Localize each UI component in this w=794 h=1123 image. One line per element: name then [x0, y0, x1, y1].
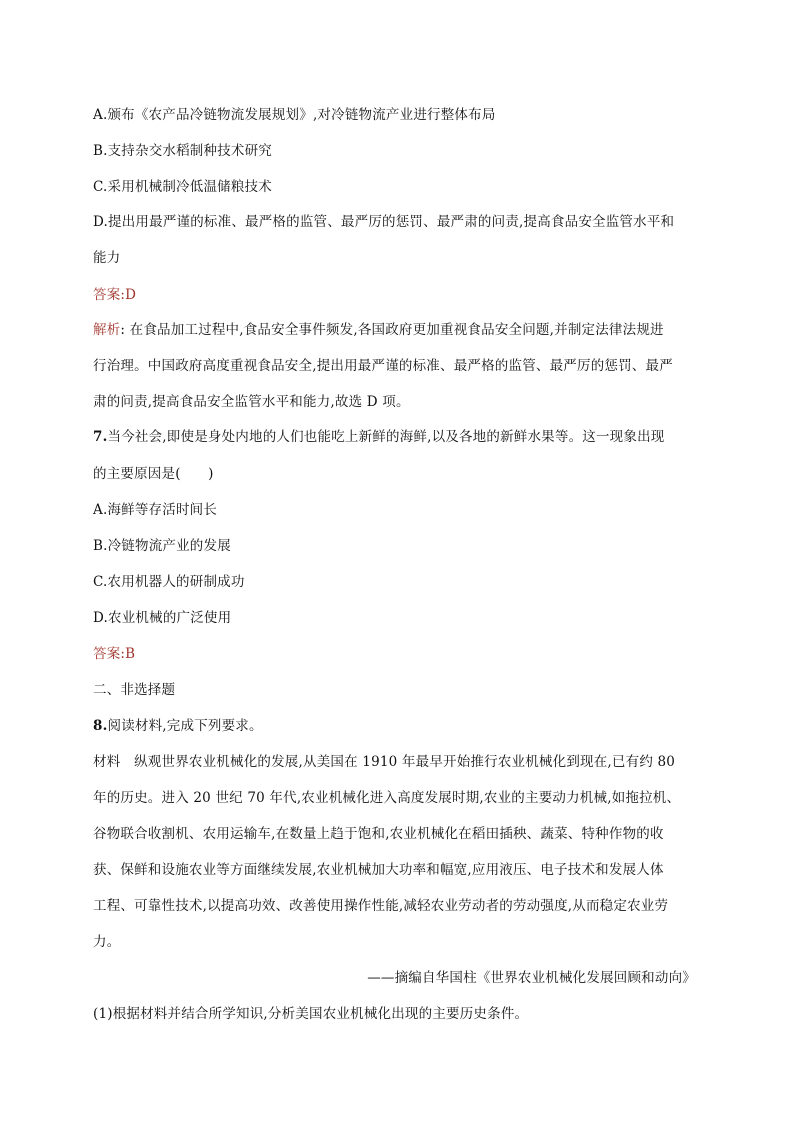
q7-option-d: D.农业机械的广泛使用: [93, 610, 232, 626]
q8-material-line3: 谷物联合收割机、农用运输车,在数量上趋于饱和,农业机械化在稻田插秧、蔬菜、特种作物的收: [93, 826, 664, 842]
q8-source: ——摘编自华国柱《世界农业机械化发展回顾和动向》: [367, 970, 696, 986]
q8-sub-question-1: (1)根据材料并结合所学知识,分析美国农业机械化出现的主要历史条件。: [93, 1006, 529, 1022]
q8-material-line6: 力。: [93, 934, 121, 950]
analysis-label: 解析: [93, 322, 121, 338]
q7-answer: 答案:B: [93, 646, 136, 662]
q6-analysis-line2: 行治理。中国政府高度重视食品安全,提出用最严谨的标准、最严格的监管、最严厉的惩罚、最严: [93, 358, 673, 374]
q6-option-a: A.颁布《农产品冷链物流发展规划》,对冷链物流产业进行整体布局: [93, 107, 496, 123]
q6-analysis-line3: 肃的问责,提高食品安全监管水平和能力,故选 D 项。: [93, 394, 410, 410]
q7-option-c: C.农用机器人的研制成功: [93, 574, 245, 590]
q7-stem-line2: 的主要原因是( ): [93, 466, 214, 482]
analysis-text: : 在食品加工过程中,食品安全事件频发,各国政府更加重视食品安全问题,并制定法律法规进: [120, 322, 664, 338]
q8-prompt-text: 阅读材料,完成下列要求。: [107, 718, 263, 734]
q8-material-line5: 工程、可靠性技术,以提高功效、改善使用操作性能,减轻农业劳动者的劳动强度,从而稳定农业劳: [93, 898, 669, 914]
section-title: 二、非选择题: [93, 682, 176, 698]
q7-stem-line1: [93, 428, 664, 446]
q8-material-line1: 材料 纵观世界农业机械化的发展,从美国在 1910 年最早开始推行农业机械化到现在,已有约 80: [93, 754, 676, 770]
q8-material-line2: 年的历史。进入 20 世纪 70 年代,农业机械化进入高度发展时期,农业的主要动力机械,如拖拉机、: [93, 790, 681, 806]
q6-option-b: B.支持杂交水稻制种技术研究: [93, 143, 273, 159]
q6-option-d-cont: 能力: [93, 250, 121, 266]
q7-number: 7.: [93, 429, 108, 445]
q7-option-a: A.海鲜等存活时间长: [93, 502, 218, 518]
q6-analysis-line1: [93, 321, 664, 339]
q6-option-c: C.采用机械制冷低温储粮技术: [93, 179, 272, 195]
q8-number: 8.: [93, 718, 108, 734]
q8-material-line4: 获、保鲜和设施农业等方面继续发展,农业机械加大功率和幅宽,应用液压、电子技术和发展人体: [93, 862, 664, 878]
q6-answer: 答案:D: [93, 287, 137, 303]
q8-prompt: [93, 717, 263, 735]
q7-stem: 当今社会,即使是身处内地的人们也能吃上新鲜的海鲜,以及各地的新鲜水果等。这一现象出现: [107, 429, 665, 445]
q6-option-d: D.提出用最严谨的标准、最严格的监管、最严厉的惩罚、最严肃的问责,提高食品安全监管水平和: [93, 214, 675, 230]
q7-option-b: B.冷链物流产业的发展: [93, 538, 231, 554]
